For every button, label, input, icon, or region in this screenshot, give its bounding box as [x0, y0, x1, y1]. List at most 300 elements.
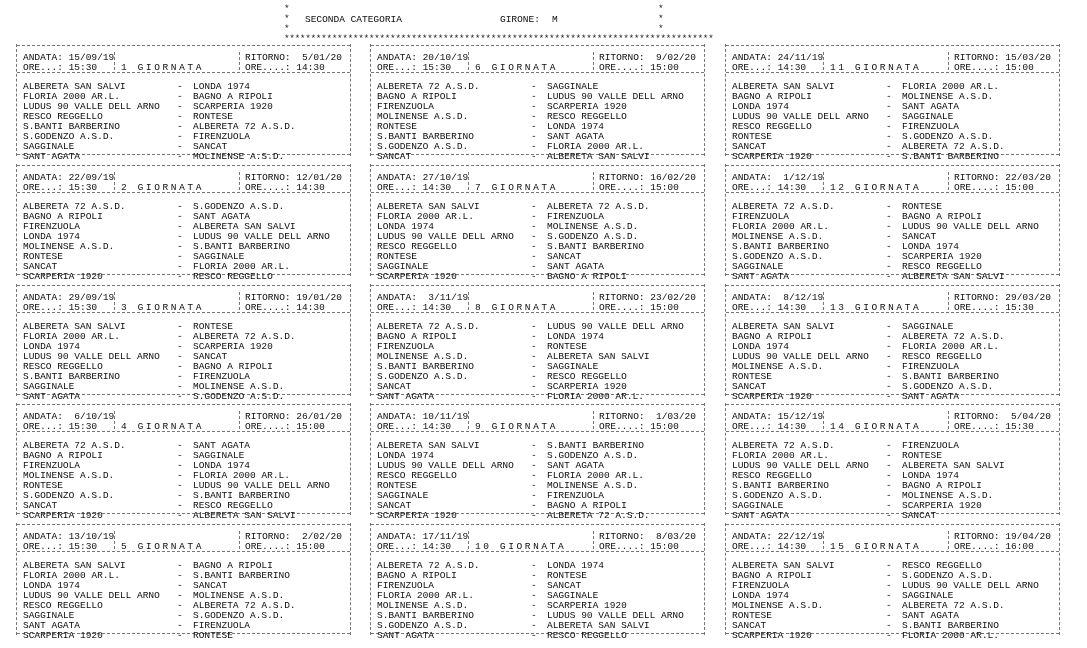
match-row — [377, 242, 702, 252]
ritorno-date: RITORNO: 1/03/20 — [599, 411, 696, 422]
match-row — [377, 372, 702, 382]
home-team: RONTESE — [377, 480, 417, 491]
match-separator: - — [886, 361, 892, 372]
giornata-block — [725, 403, 1060, 521]
away-team: BAGNO A RIPOLI — [547, 500, 627, 511]
giornata-number: 4 GIORNATA — [121, 421, 205, 432]
match-separator: - — [886, 331, 892, 342]
match-list — [732, 441, 1057, 521]
away-team: RESCO REGGELLO — [193, 500, 273, 511]
home-team: SANCAT — [732, 381, 767, 392]
home-team: S.BANTI BARBERINO — [732, 480, 829, 491]
away-team: FLORIA 2000 AR.L. — [193, 261, 290, 272]
match-row — [732, 611, 1057, 621]
away-team: RONTESE — [193, 321, 233, 332]
home-team: S.BANTI BARBERINO — [377, 610, 474, 621]
giornata-block — [370, 44, 705, 162]
andata-time: ORE...: 14:30 — [377, 541, 452, 552]
home-team: RESCO REGGELLO — [23, 111, 103, 122]
match-separator: - — [886, 131, 892, 142]
divider — [17, 165, 350, 166]
home-team: LUDUS 90 VALLE DELL ARNO — [732, 111, 869, 122]
home-team: FLORIA 2000 AR.L. — [23, 570, 120, 581]
match-separator: - — [531, 490, 537, 501]
match-separator: - — [177, 480, 183, 491]
match-separator: - — [886, 480, 892, 491]
match-separator: - — [886, 560, 892, 571]
match-separator: - — [177, 121, 183, 132]
giornata-block — [370, 164, 705, 282]
home-team: SAGGINALE — [377, 261, 429, 272]
home-team: S.BANTI BARBERINO — [377, 361, 474, 372]
away-team: SANCAT — [902, 231, 937, 242]
away-team: MOLINENSE A.S.D. — [547, 480, 639, 491]
match-separator: - — [886, 610, 892, 621]
away-team: ALBERETA 72 A.S.D. — [547, 510, 650, 521]
ritorno-time: ORE....: 15:00 — [599, 541, 679, 552]
away-team: SANT AGATA — [547, 460, 605, 471]
match-separator: - — [531, 331, 537, 342]
away-team: SANT AGATA — [193, 440, 251, 451]
home-team: FIRENZUOLA — [732, 580, 790, 591]
andata-date: ANDATA: 15/12/19 — [732, 411, 824, 422]
match-list — [732, 561, 1057, 641]
match-separator: - — [177, 570, 183, 581]
match-row — [377, 471, 702, 481]
giornata-number: 13 GIORNATA — [830, 302, 922, 313]
match-separator: - — [886, 570, 892, 581]
away-team: FIRENZUOLA — [547, 490, 605, 501]
away-team: ALBERETA SAN SALVI — [547, 351, 650, 362]
match-row — [732, 152, 1057, 162]
match-separator: - — [886, 81, 892, 92]
home-team: BAGNO A RIPOLI — [732, 331, 812, 342]
giornata-block — [725, 523, 1060, 641]
divider — [17, 285, 350, 286]
home-team: FIRENZUOLA — [23, 460, 81, 471]
giornata-number: 11 GIORNATA — [830, 62, 922, 73]
match-row — [377, 392, 702, 402]
away-team: LONDA 1974 — [547, 331, 605, 342]
match-separator: - — [886, 450, 892, 461]
away-team: FLORIA 2000 AR.L. — [547, 470, 644, 481]
ritorno-date: RITORNO: 2/02/20 — [245, 531, 342, 542]
away-team: S.GODENZO A.S.D. — [547, 231, 639, 242]
home-team: SAGGINALE — [377, 490, 429, 501]
home-team: ALBERETA SAN SALVI — [23, 321, 126, 332]
match-separator: - — [531, 480, 537, 491]
home-team: SANT AGATA — [377, 391, 435, 402]
ritorno-date: RITORNO: 16/02/20 — [599, 172, 696, 183]
home-team: S.GODENZO A.S.D. — [377, 141, 469, 152]
home-team: SAGGINALE — [23, 381, 75, 392]
away-team: SANCAT — [547, 580, 582, 591]
match-separator: - — [886, 500, 892, 511]
match-separator: - — [177, 361, 183, 372]
andata-time: ORE...: 15:30 — [23, 421, 98, 432]
home-team: LUDUS 90 VALLE DELL ARNO — [377, 231, 514, 242]
home-team: RESCO REGGELLO — [23, 361, 103, 372]
home-team: ALBERETA 72 A.S.D. — [377, 81, 480, 92]
giornata-number: 10 GIORNATA — [475, 541, 567, 552]
home-team: LONDA 1974 — [732, 101, 790, 112]
away-team: LUDUS 90 VALLE DELL ARNO — [547, 91, 684, 102]
away-team: FIRENZUOLA — [902, 121, 960, 132]
match-row — [377, 152, 702, 162]
ritorno-time: ORE....: 15:00 — [245, 541, 325, 552]
away-team: SAGGINALE — [193, 251, 245, 262]
home-team: MOLINENSE A.S.D. — [377, 111, 469, 122]
away-team: S.GODENZO A.S.D. — [193, 201, 285, 212]
andata-date: ANDATA: 22/12/19 — [732, 531, 824, 542]
divider — [948, 52, 949, 70]
home-team: S.BANTI BARBERINO — [23, 371, 120, 382]
away-team: S.GODENZO A.S.D. — [902, 381, 994, 392]
away-team: SANT AGATA — [547, 261, 605, 272]
away-team: FLORIA 2000 AR.L. — [547, 391, 644, 402]
away-team: SAGGINALE — [902, 321, 954, 332]
away-team: SCARPERIA 1920 — [193, 341, 273, 352]
away-team: RONTESE — [902, 201, 942, 212]
match-separator: - — [177, 151, 183, 162]
match-separator: - — [531, 460, 537, 471]
home-team: ALBERETA SAN SALVI — [732, 560, 835, 571]
ritorno-time: ORE....: 16:00 — [954, 541, 1034, 552]
match-separator: - — [177, 101, 183, 112]
away-team: MOLINENSE A.S.D. — [193, 590, 285, 601]
home-team: RESCO REGGELLO — [377, 241, 457, 252]
home-team: FIRENZUOLA — [23, 221, 81, 232]
match-list — [377, 561, 702, 641]
andata-time: ORE...: 15:30 — [23, 302, 98, 313]
home-team: BAGNO A RIPOLI — [377, 570, 457, 581]
divider — [17, 45, 350, 46]
home-team: LUDUS 90 VALLE DELL ARNO — [377, 460, 514, 471]
home-team: LONDA 1974 — [23, 341, 81, 352]
andata-date: ANDATA: 8/12/19 — [732, 292, 824, 303]
match-separator: - — [531, 510, 537, 521]
giornata-number: 2 GIORNATA — [121, 182, 205, 193]
ritorno-time: ORE....: 15:00 — [599, 62, 679, 73]
match-separator: - — [531, 500, 537, 511]
home-team: SCARPERIA 1920 — [732, 151, 812, 162]
home-team: SCARPERIA 1920 — [23, 510, 103, 521]
match-separator: - — [886, 201, 892, 212]
away-team: RONTESE — [547, 341, 587, 352]
home-team: LUDUS 90 VALLE DELL ARNO — [732, 351, 869, 362]
away-team: S.BANTI BARBERINO — [547, 241, 644, 252]
home-team: ALBERETA SAN SALVI — [23, 560, 126, 571]
ritorno-date: RITORNO: 26/01/20 — [245, 411, 342, 422]
ritorno-time: ORE....: 15:30 — [954, 421, 1034, 432]
away-team: ALBERETA 72 A.S.D. — [902, 331, 1005, 342]
page-header — [284, 3, 714, 44]
ritorno-time: ORE....: 15:00 — [954, 62, 1034, 73]
match-separator: - — [886, 101, 892, 112]
home-team: FLORIA 2000 AR.L. — [23, 331, 120, 342]
girone-label: GIRONE: — [500, 14, 540, 25]
home-team: FIRENZUOLA — [732, 211, 790, 222]
divider — [726, 165, 1059, 166]
away-team: S.BANTI BARBERINO — [547, 440, 644, 451]
match-separator: - — [886, 460, 892, 471]
match-separator: - — [531, 91, 537, 102]
home-team: ALBERETA SAN SALVI — [732, 321, 835, 332]
match-separator: - — [531, 231, 537, 242]
away-team: SCARPERIA 1920 — [547, 101, 627, 112]
ritorno-time: ORE....: 15:00 — [599, 182, 679, 193]
match-row — [732, 122, 1057, 132]
home-team: BAGNO A RIPOLI — [732, 91, 812, 102]
home-team: MOLINENSE A.S.D. — [377, 351, 469, 362]
match-separator: - — [531, 241, 537, 252]
match-separator: - — [177, 490, 183, 501]
ritorno-time: ORE....: 15:30 — [954, 302, 1034, 313]
andata-date: ANDATA: 24/11/19 — [732, 52, 824, 63]
ritorno-time: ORE....: 15:00 — [599, 421, 679, 432]
home-team: S.BANTI BARBERINO — [377, 131, 474, 142]
home-team: SANCAT — [23, 261, 58, 272]
divider — [593, 292, 594, 310]
match-separator: - — [177, 221, 183, 232]
home-team: SCARPERIA 1920 — [23, 271, 103, 282]
match-separator: - — [531, 450, 537, 461]
match-separator: - — [531, 440, 537, 451]
match-separator: - — [531, 630, 537, 641]
away-team: SCARPERIA 1920 — [547, 381, 627, 392]
match-separator: - — [886, 351, 892, 362]
match-separator: - — [177, 620, 183, 631]
home-team: SANT AGATA — [732, 510, 790, 521]
match-separator: - — [531, 600, 537, 611]
match-list — [23, 202, 348, 282]
divider — [948, 411, 949, 429]
match-separator: - — [531, 381, 537, 392]
giornata-block — [370, 403, 705, 521]
home-team: ALBERETA 72 A.S.D. — [23, 201, 126, 212]
divider — [371, 45, 704, 46]
ritorno-time: ORE....: 14:30 — [245, 62, 325, 73]
match-row — [23, 242, 348, 252]
match-separator: - — [177, 470, 183, 481]
andata-time: ORE...: 15:30 — [377, 62, 452, 73]
match-separator: - — [531, 570, 537, 581]
ritorno-time: ORE....: 14:30 — [245, 182, 325, 193]
ritorno-date: RITORNO: 5/01/20 — [245, 52, 342, 63]
home-team: ALBERETA SAN SALVI — [23, 81, 126, 92]
giornata-block — [725, 284, 1060, 402]
match-separator: - — [886, 580, 892, 591]
header-star-left: * — [284, 23, 290, 34]
home-team: MOLINENSE A.S.D. — [732, 231, 824, 242]
ritorno-date: RITORNO: 9/02/20 — [599, 52, 696, 63]
match-separator: - — [886, 261, 892, 272]
home-team: BAGNO A RIPOLI — [377, 331, 457, 342]
andata-time: ORE...: 15:30 — [23, 62, 98, 73]
match-separator: - — [886, 271, 892, 282]
divider — [239, 172, 240, 190]
away-team: SAGGINALE — [547, 81, 599, 92]
away-team: ALBERETA 72 A.S.D. — [902, 141, 1005, 152]
match-separator: - — [531, 610, 537, 621]
away-team: S.GODENZO A.S.D. — [547, 450, 639, 461]
home-team: RONTESE — [23, 480, 63, 491]
match-separator: - — [177, 590, 183, 601]
andata-time: ORE...: 14:30 — [732, 421, 807, 432]
away-team: FIRENZUOLA — [547, 211, 605, 222]
match-separator: - — [531, 371, 537, 382]
match-row — [732, 601, 1057, 611]
away-team: ALBERETA SAN SALVI — [193, 221, 296, 232]
home-team: RESCO REGGELLO — [23, 600, 103, 611]
away-team: FLORIA 2000 AR.L. — [193, 470, 290, 481]
giornata-block — [16, 403, 351, 521]
ritorno-time: ORE....: 15:00 — [599, 302, 679, 313]
match-row — [732, 132, 1057, 142]
home-team: SANT AGATA — [23, 391, 81, 402]
away-team: BAGNO A RIPOLI — [902, 480, 982, 491]
match-list — [732, 322, 1057, 402]
giornata-number: 12 GIORNATA — [830, 182, 922, 193]
match-separator: - — [531, 351, 537, 362]
away-team: BAGNO A RIPOLI — [902, 211, 982, 222]
match-row — [23, 631, 348, 641]
match-separator: - — [177, 141, 183, 152]
ritorno-date: RITORNO: 12/01/20 — [245, 172, 342, 183]
match-list — [23, 82, 348, 162]
divider — [17, 524, 350, 525]
andata-date: ANDATA: 1/12/19 — [732, 172, 824, 183]
match-list — [377, 441, 702, 521]
ritorno-time: ORE....: 15:00 — [245, 421, 325, 432]
away-team: FIRENZUOLA — [193, 131, 251, 142]
home-team: BAGNO A RIPOLI — [732, 570, 812, 581]
home-team: SANCAT — [377, 381, 412, 392]
match-row — [732, 362, 1057, 372]
away-team: S.BANTI BARBERINO — [902, 371, 999, 382]
away-team: LONDA 1974 — [193, 460, 251, 471]
ritorno-date: RITORNO: 23/02/20 — [599, 292, 696, 303]
giornata-block — [370, 523, 705, 641]
ritorno-date: RITORNO: 8/03/20 — [599, 531, 696, 542]
andata-time: ORE...: 14:30 — [732, 62, 807, 73]
home-team: ALBERETA 72 A.S.D. — [732, 440, 835, 451]
home-team: FLORIA 2000 AR.L. — [732, 450, 829, 461]
away-team: SANCAT — [193, 580, 228, 591]
ritorno-date: RITORNO: 5/04/20 — [954, 411, 1051, 422]
match-separator: - — [531, 590, 537, 601]
match-list — [23, 561, 348, 641]
home-team: SCARPERIA 1920 — [732, 391, 812, 402]
home-team: SCARPERIA 1920 — [377, 271, 457, 282]
ritorno-date: RITORNO: 29/03/20 — [954, 292, 1051, 303]
away-team: FIRENZUOLA — [193, 620, 251, 631]
match-row — [732, 272, 1057, 282]
match-row — [23, 252, 348, 262]
home-team: LUDUS 90 VALLE DELL ARNO — [732, 460, 869, 471]
match-row — [23, 152, 348, 162]
match-separator: - — [886, 91, 892, 102]
match-separator: - — [531, 211, 537, 222]
divider — [593, 411, 594, 429]
divider — [371, 524, 704, 525]
away-team: S.BANTI BARBERINO — [193, 241, 290, 252]
home-team: MOLINENSE A.S.D. — [732, 600, 824, 611]
home-team: MOLINENSE A.S.D. — [732, 361, 824, 372]
home-team: SANCAT — [732, 141, 767, 152]
away-team: SANCAT — [547, 251, 582, 262]
match-separator: - — [531, 261, 537, 272]
away-team: S.GODENZO A.S.D. — [193, 610, 285, 621]
home-team: BAGNO A RIPOLI — [23, 211, 103, 222]
divider — [371, 404, 704, 405]
away-team: RESCO REGGELLO — [902, 351, 982, 362]
home-team: SANT AGATA — [23, 620, 81, 631]
ritorno-date: RITORNO: 15/03/20 — [954, 52, 1051, 63]
away-team: SCARPERIA 1920 — [902, 251, 982, 262]
andata-date: ANDATA: 17/11/19 — [377, 531, 469, 542]
away-team: MOLINENSE A.S.D. — [193, 381, 285, 392]
giornata-number: 9 GIORNATA — [475, 421, 559, 432]
away-team: RONTESE — [547, 570, 587, 581]
giornata-block — [16, 164, 351, 282]
divider — [726, 45, 1059, 46]
match-separator: - — [531, 111, 537, 122]
away-team: LUDUS 90 VALLE DELL ARNO — [193, 480, 330, 491]
home-team: FIRENZUOLA — [377, 101, 435, 112]
andata-date: ANDATA: 13/10/19 — [23, 531, 115, 542]
match-separator: - — [886, 231, 892, 242]
andata-time: ORE...: 15:30 — [23, 541, 98, 552]
away-team: LUDUS 90 VALLE DELL ARNO — [547, 321, 684, 332]
away-team: FLORIA 2000 AR.L. — [902, 630, 999, 641]
andata-time: ORE...: 14:30 — [377, 182, 452, 193]
match-row — [732, 372, 1057, 382]
match-separator: - — [177, 510, 183, 521]
match-separator: - — [531, 470, 537, 481]
home-team: SANT AGATA — [23, 151, 81, 162]
away-team: SAGGINALE — [902, 111, 954, 122]
match-separator: - — [886, 151, 892, 162]
away-team: SANT AGATA — [902, 610, 960, 621]
divider — [239, 52, 240, 70]
home-team: RONTESE — [732, 371, 772, 382]
header-star-left: * — [284, 13, 290, 24]
giornata-block — [725, 44, 1060, 162]
match-separator: - — [886, 371, 892, 382]
home-team: RONTESE — [732, 610, 772, 621]
divider — [239, 292, 240, 310]
andata-time: ORE...: 15:30 — [23, 182, 98, 193]
away-team: ALBERETA 72 A.S.D. — [193, 331, 296, 342]
home-team: SAGGINALE — [732, 261, 784, 272]
away-team: RONTESE — [193, 630, 233, 641]
divider — [593, 52, 594, 70]
home-team: ALBERETA 72 A.S.D. — [377, 560, 480, 571]
divider — [948, 292, 949, 310]
header-star-right: * — [658, 23, 664, 34]
home-team: LUDUS 90 VALLE DELL ARNO — [23, 101, 160, 112]
away-team: S.BANTI BARBERINO — [902, 151, 999, 162]
match-separator: - — [177, 241, 183, 252]
match-row — [23, 511, 348, 521]
home-team: SANCAT — [23, 500, 58, 511]
match-row — [377, 511, 702, 521]
ritorno-date: RITORNO: 22/03/20 — [954, 172, 1051, 183]
match-separator: - — [886, 211, 892, 222]
match-separator: - — [531, 251, 537, 262]
giornata-number: 1 GIORNATA — [121, 62, 205, 73]
